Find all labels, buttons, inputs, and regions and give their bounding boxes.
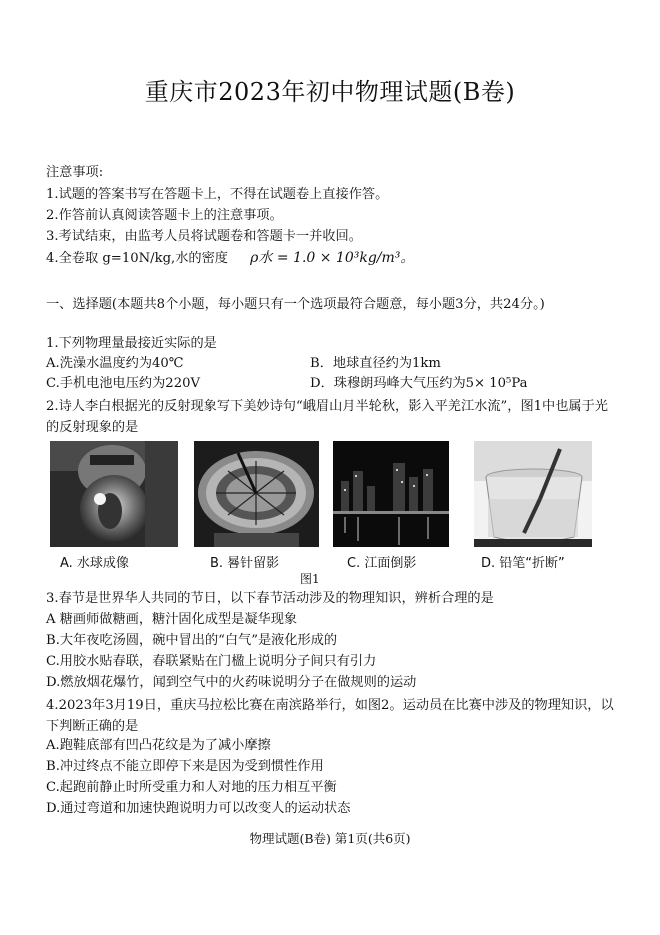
q3-stem: 3.春节是世界华人共同的节日，以下春节活动涉及的物理知识，辨析合理的是 — [46, 591, 494, 606]
q1-option-d: D．珠穆朗玛峰大气压约为5× 10⁵Pa — [310, 376, 528, 391]
notes-item-1: 1.试题的答案书写在答题卡上，不得在试题卷上直接作答。 — [46, 187, 389, 202]
page-title: 重庆市2023年初中物理试题(B卷) — [144, 78, 516, 106]
q1-option-c: C.手机电池电压约为220V — [46, 376, 201, 391]
page-footer: 物理试题(B卷) 第1页(共6页) — [249, 831, 411, 846]
notes-item-2: 2.作答前认真阅读答题卡上的注意事项。 — [46, 208, 283, 223]
q1-stem: 1.下列物理量最接近实际的是 — [46, 336, 217, 351]
figure-label: 图1 — [300, 572, 320, 586]
caption-a: A. 水球成像 — [60, 556, 129, 571]
q4-option-b: B.冲过终点不能立即停下来是因为受到惯性作用 — [46, 759, 324, 774]
q4-option-c: C.起跑前静止时所受重力和人对地的压力相互平衡 — [46, 780, 337, 795]
q1-option-b: B．地球直径约为1km — [310, 356, 441, 371]
q3-option-b: B.大年夜吃汤圆，碗中冒出的“白气”是液化形成的 — [46, 633, 338, 648]
caption-b: B. 晷针留影 — [210, 556, 280, 571]
q2-stem: 2.诗人李白根据光的反射现象写下美妙诗句“峨眉山月半轮秋，影入平羌江水流”，图1中也属于光的反射现象的是 — [46, 399, 608, 435]
density-formula: ρ水 = 1.0 × 10³kg/m³。 — [250, 250, 415, 266]
notes-item-3: 3.考试结束，由监考人员将试题卷和答题卡一并收回。 — [46, 229, 362, 244]
notes-item-4-text: 4.全卷取 g=10N/kg,水的密度 — [46, 251, 228, 266]
caption-c: C. 江面倒影 — [347, 556, 417, 571]
photo-sundial — [194, 441, 319, 547]
q3-option-a: A 糖画师做糖画，糖汁固化成型是凝华现象 — [46, 612, 298, 627]
q4-option-a: A.跑鞋底部有凹凸花纹是为了减小摩擦 — [46, 738, 271, 753]
q1-option-a: A.洗澡水温度约为40℃ — [46, 356, 184, 371]
q4-stem: 4.2023年3月19日，重庆马拉松比赛在南滨路举行，如图2。运动员在比赛中涉及的物理知识，以下判断正确的是 — [46, 698, 614, 734]
q4-option-d: D.通过弯道和加速快跑说明力可以改变人的运动状态 — [46, 801, 351, 816]
section-heading: 一、选择题(本题共8个小题，每小题只有一个选项最符合题意，每小题3分，共24分。) — [46, 297, 545, 312]
notes-heading: 注意事项: — [46, 165, 104, 180]
caption-d: D. 铅笔“折断” — [481, 556, 565, 571]
photo-pencil-in-water — [474, 441, 592, 547]
photo-river-reflection — [333, 441, 449, 547]
notes-item-4 — [46, 249, 414, 268]
q3-option-c: C.用胶水贴春联，春联紧贴在门楹上说明分子间只有引力 — [46, 654, 377, 669]
photo-water-ball — [50, 441, 178, 547]
q3-option-d: D.燃放烟花爆竹，闻到空气中的火药味说明分子在做规则的运动 — [46, 675, 417, 690]
